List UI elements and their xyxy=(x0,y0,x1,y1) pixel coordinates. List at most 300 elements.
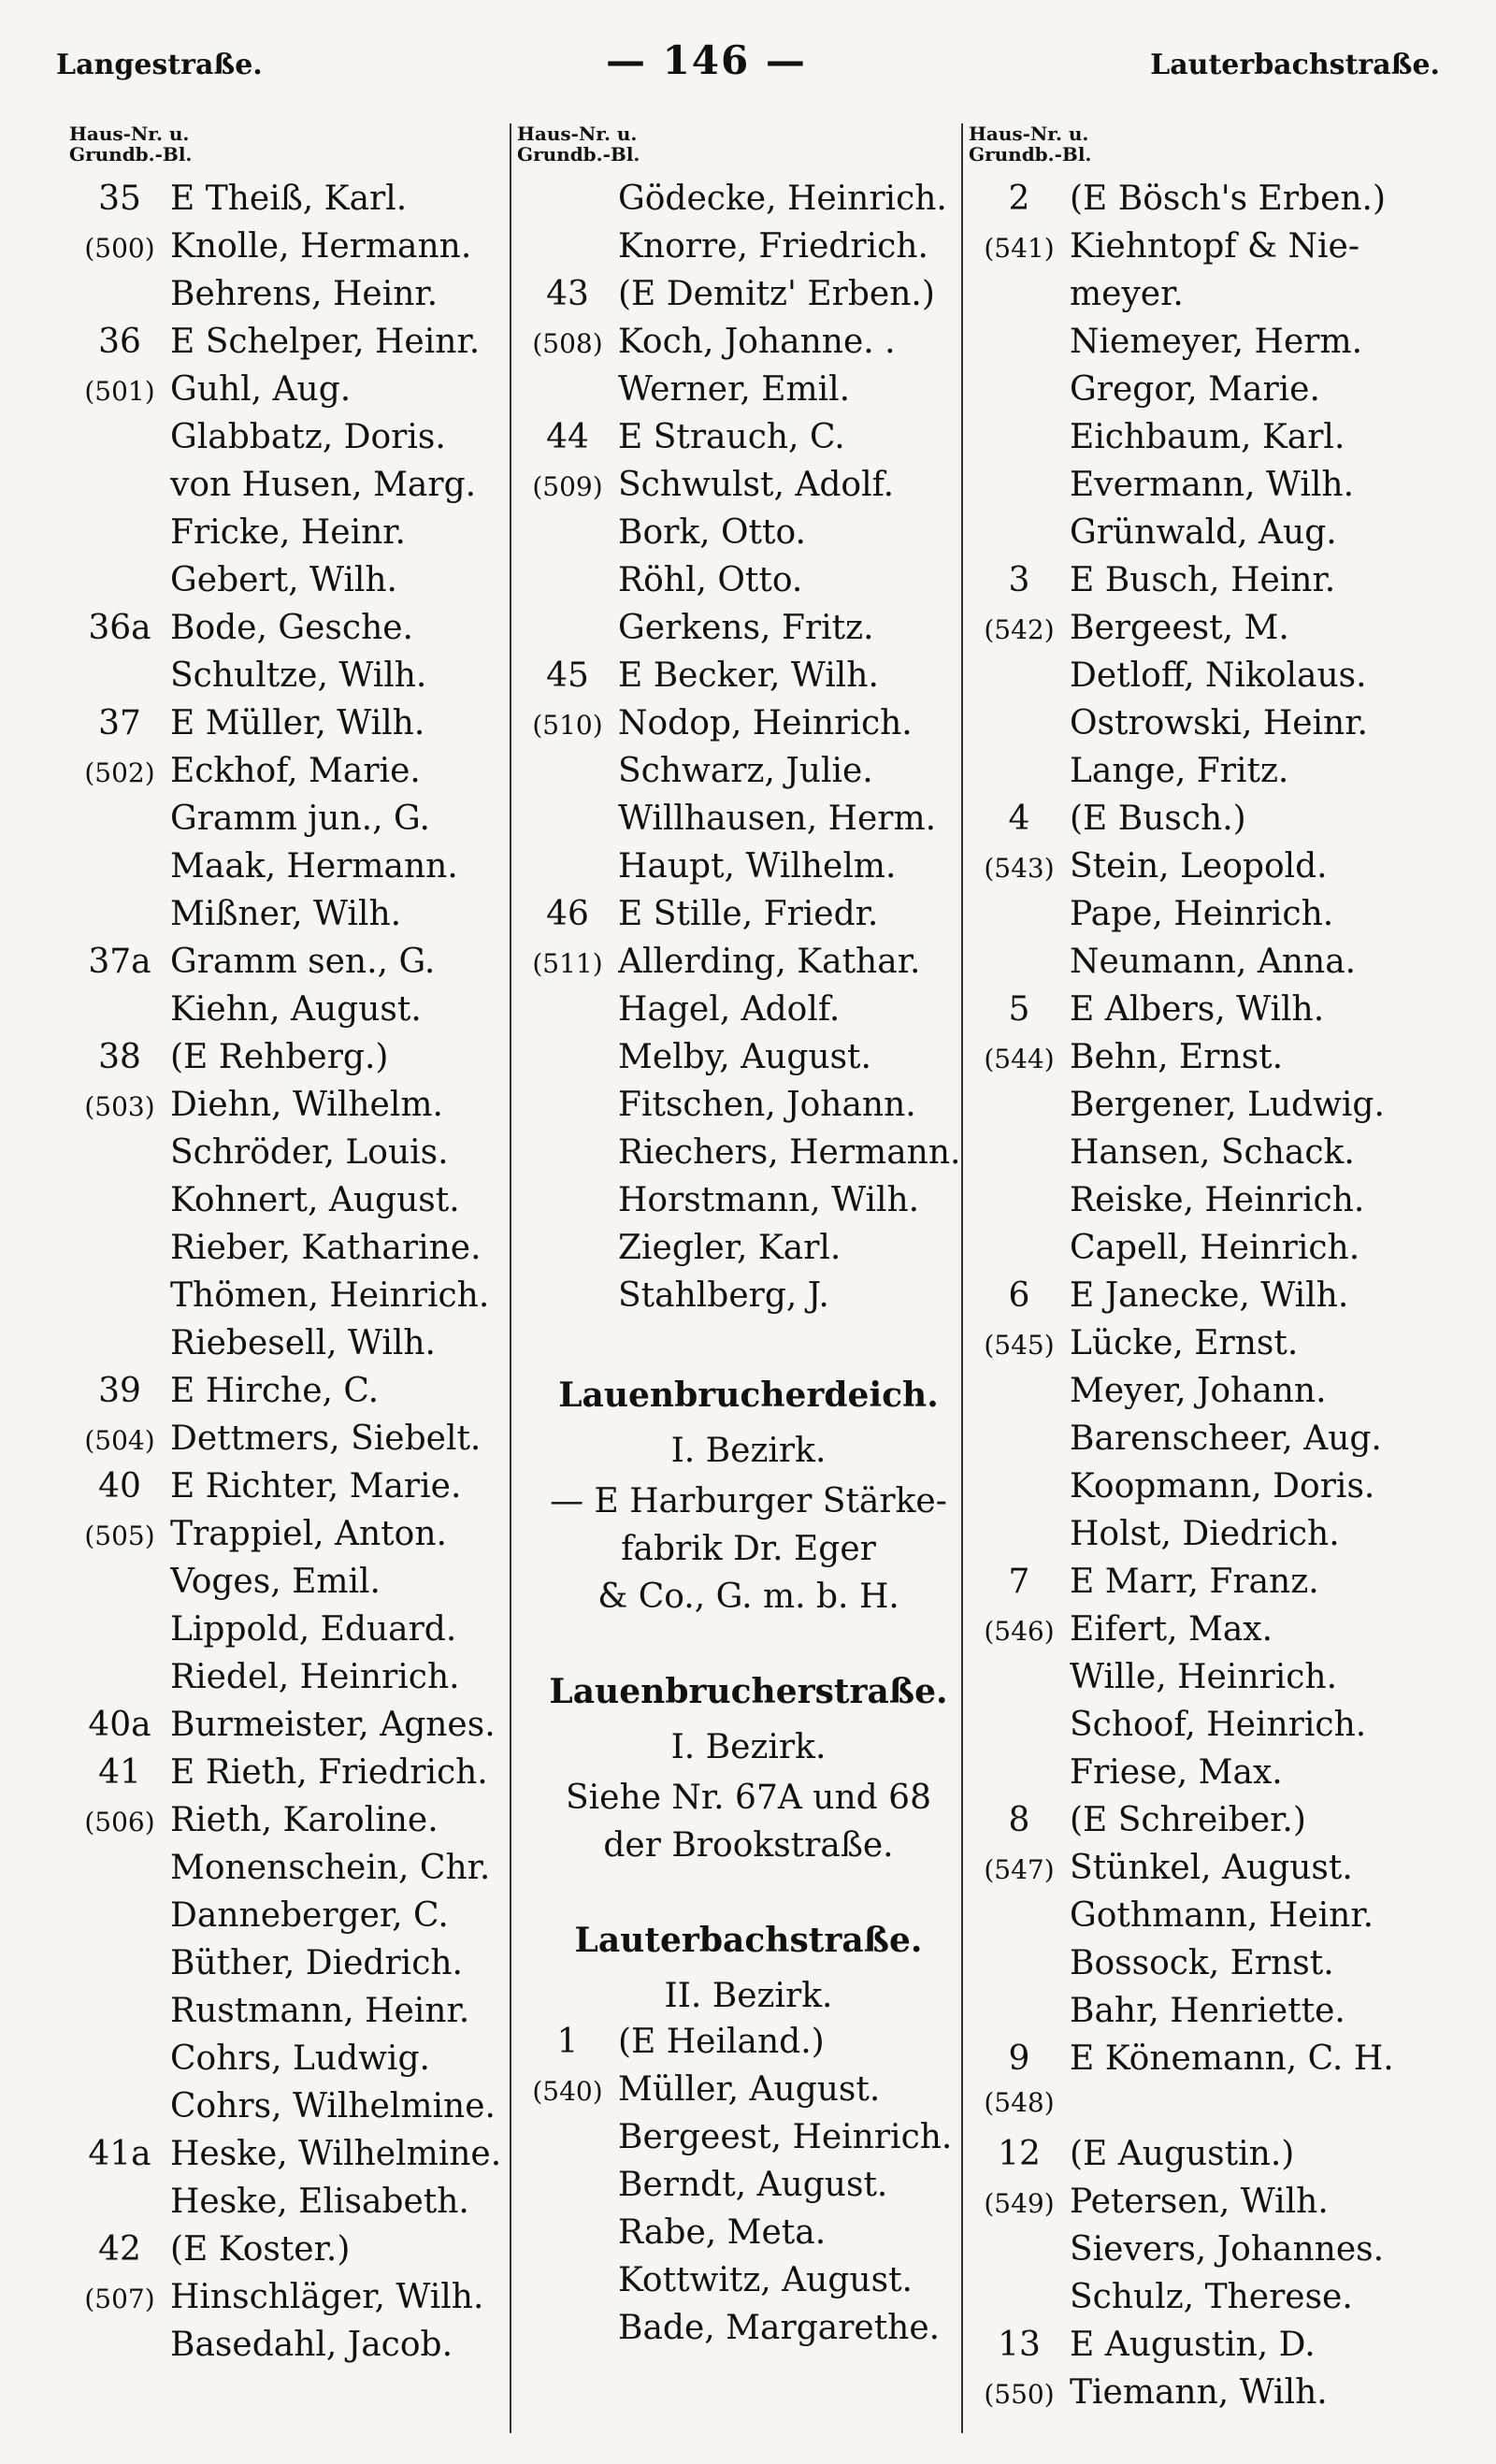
resident-name: Bode, Gesche. xyxy=(170,609,413,647)
resident-name: (E Schreiber.) xyxy=(1070,1801,1306,1839)
directory-entry xyxy=(69,1992,537,2039)
resident-name: Melby, August. xyxy=(618,1038,871,1076)
directory-entry xyxy=(517,2309,980,2356)
resident-name: Lange, Fritz. xyxy=(1070,752,1289,790)
directory-entry xyxy=(969,561,1441,609)
resident-name: Stein, Leopold. xyxy=(1070,847,1328,886)
resident-name: Ostrowski, Heinr. xyxy=(1070,704,1368,742)
directory-entry xyxy=(69,2039,537,2087)
resident-name: Fitschen, Johann. xyxy=(618,1086,916,1124)
resident-name: Riebesell, Wilh. xyxy=(170,1324,436,1362)
column-1 xyxy=(69,123,537,2433)
resident-name: Pape, Heinrich. xyxy=(1070,895,1334,933)
resident-name: Kohnert, August. xyxy=(170,1181,460,1219)
resident-name: Cohrs, Wilhelmine. xyxy=(170,2087,496,2125)
resident-name: Rieber, Katharine. xyxy=(170,1229,482,1267)
resident-name: (E Bösch's Erben.) xyxy=(1070,180,1387,218)
resident-name: Evermann, Wilh. xyxy=(1070,466,1355,504)
column-header-line1: Haus-Nr. u. xyxy=(969,122,1089,145)
resident-name: Bergeest, Heinrich. xyxy=(618,2118,953,2156)
directory-entry xyxy=(969,2183,1441,2230)
directory-entry xyxy=(69,2230,537,2278)
house-number: (504) xyxy=(84,1425,155,1456)
directory-entry xyxy=(969,2039,1441,2087)
column-2 xyxy=(510,123,980,2433)
directory-entry xyxy=(69,275,537,323)
house-number: (548) xyxy=(984,2087,1055,2118)
resident-name: Gregor, Marie. xyxy=(1070,370,1320,409)
directory-entry xyxy=(517,1276,980,1324)
directory-entry xyxy=(517,227,980,275)
directory-entry xyxy=(517,1229,980,1276)
resident-name: Schultze, Wilh. xyxy=(170,656,427,695)
directory-entry xyxy=(969,1992,1441,2039)
resident-name: Trappiel, Anton. xyxy=(170,1515,447,1553)
house-number: (505) xyxy=(84,1520,155,1551)
directory-entry xyxy=(69,1324,537,1372)
directory-entry xyxy=(69,2183,537,2230)
house-number: (501) xyxy=(84,376,155,407)
directory-entry xyxy=(69,1610,537,1658)
resident-name: Rabe, Meta. xyxy=(618,2213,827,2252)
directory-entry xyxy=(969,1610,1441,1658)
resident-name: Barenscheer, Aug. xyxy=(1070,1419,1382,1458)
house-number: (547) xyxy=(984,1854,1055,1885)
directory-entry xyxy=(969,418,1441,466)
resident-name: Gerkens, Fritz. xyxy=(618,609,874,647)
resident-name: Büther, Diedrich. xyxy=(170,1944,463,1982)
house-number: 1 xyxy=(556,2023,579,2061)
directory-entry xyxy=(517,752,980,800)
directory-entry xyxy=(69,2135,537,2183)
directory-entry xyxy=(517,609,980,656)
resident-name: Berndt, August. xyxy=(618,2166,888,2204)
directory-entry xyxy=(969,1276,1441,1324)
resident-name: Lücke, Ernst. xyxy=(1070,1324,1299,1362)
resident-name: Haupt, Wilhelm. xyxy=(618,847,897,886)
house-number: (506) xyxy=(84,1807,155,1837)
resident-name: Riedel, Heinrich. xyxy=(170,1658,460,1696)
resident-name: Schoof, Heinrich. xyxy=(1070,1706,1367,1744)
directory-entry xyxy=(69,2087,537,2135)
house-number: 40a xyxy=(88,1706,151,1744)
page-number: — 146 — xyxy=(605,37,807,83)
house-number: 46 xyxy=(546,895,589,933)
resident-name: E Busch, Heinr. xyxy=(1070,561,1336,599)
directory-entry xyxy=(517,466,980,513)
house-number: (507) xyxy=(84,2284,155,2314)
resident-name: Koch, Johanne. . xyxy=(618,323,896,361)
directory-entry xyxy=(517,800,980,847)
house-number: (511) xyxy=(532,948,603,979)
directory-entry xyxy=(69,1515,537,1563)
directory-entry xyxy=(69,752,537,800)
directory-entry xyxy=(517,895,980,943)
resident-name: Stünkel, August. xyxy=(1070,1849,1353,1887)
resident-name: Capell, Heinrich. xyxy=(1070,1229,1360,1267)
directory-entry xyxy=(69,1229,537,1276)
directory-entry xyxy=(969,227,1441,275)
directory-entry xyxy=(969,323,1441,370)
directory-entry xyxy=(69,895,537,943)
resident-name: Rieth, Karoline. xyxy=(170,1801,439,1839)
directory-entry xyxy=(69,704,537,752)
house-number: 12 xyxy=(998,2135,1041,2173)
resident-name: Werner, Emil. xyxy=(618,370,851,409)
directory-entry xyxy=(969,1324,1441,1372)
column-header xyxy=(69,123,537,180)
directory-entry xyxy=(517,513,980,561)
resident-name: Bork, Otto. xyxy=(618,513,806,552)
directory-entry xyxy=(69,1419,537,1467)
directory-entry xyxy=(969,1133,1441,1181)
resident-name: Diehn, Wilhelm. xyxy=(170,1086,443,1124)
spacer xyxy=(517,1869,980,1910)
resident-name: Behrens, Heinr. xyxy=(170,275,439,313)
resident-name: Ziegler, Karl. xyxy=(618,1229,842,1267)
directory-entry xyxy=(517,656,980,704)
directory-entry xyxy=(69,561,537,609)
resident-name: E Schelper, Heinr. xyxy=(170,323,481,361)
directory-entry xyxy=(517,847,980,895)
directory-entry xyxy=(517,1181,980,1229)
house-number: 41 xyxy=(98,1753,141,1792)
resident-name: E Stille, Friedr. xyxy=(618,895,879,933)
house-number: (545) xyxy=(984,1330,1055,1361)
resident-name: Bahr, Henriette. xyxy=(1070,1992,1345,2030)
resident-name: Gebert, Wilh. xyxy=(170,561,397,599)
resident-name: Niemeyer, Herm. xyxy=(1070,323,1363,361)
directory-entry xyxy=(969,847,1441,895)
resident-name: Gödecke, Heinrich. xyxy=(618,180,947,218)
house-number: 37a xyxy=(88,943,151,981)
section-title-lauterbachstrasse: Lauterbachstraße. xyxy=(574,1921,923,1960)
directory-entry xyxy=(69,466,537,513)
house-number: (509) xyxy=(532,471,603,502)
house-number: 9 xyxy=(1008,2039,1030,2078)
house-number: 2 xyxy=(1008,180,1030,218)
directory-entry xyxy=(69,943,537,990)
resident-name: Mißner, Wilh. xyxy=(170,895,402,933)
house-number: (508) xyxy=(532,328,603,359)
directory-entry xyxy=(517,561,980,609)
resident-name: Schulz, Therese. xyxy=(1070,2278,1353,2316)
resident-name: Kottwitz, August. xyxy=(618,2261,913,2299)
house-number: (550) xyxy=(984,2379,1055,2410)
directory-entry xyxy=(969,1896,1441,1944)
house-number: 8 xyxy=(1008,1801,1030,1839)
resident-name: Meyer, Johann. xyxy=(1070,1372,1327,1410)
resident-name: (E Augustin.) xyxy=(1070,2135,1295,2173)
directory-entry xyxy=(969,2230,1441,2278)
resident-name: E Müller, Wilh. xyxy=(170,704,425,742)
column-header-line1: Haus-Nr. u. xyxy=(517,122,638,145)
house-number: 42 xyxy=(98,2230,141,2269)
resident-name: Gramm jun., G. xyxy=(170,800,430,838)
resident-name: E Theiß, Karl. xyxy=(170,180,408,218)
directory-entry xyxy=(969,1419,1441,1467)
column-header-line2: Grundb.-Bl. xyxy=(517,143,640,166)
house-number: (502) xyxy=(84,757,155,788)
directory-entry xyxy=(69,323,537,370)
directory-entry xyxy=(69,180,537,227)
column-header xyxy=(517,123,980,180)
column-3 xyxy=(961,123,1441,2433)
resident-name: Horstmann, Wilh. xyxy=(618,1181,920,1219)
section-title-lauenbrucherstrasse: Lauenbrucherstraße. xyxy=(549,1672,948,1711)
resident-name: Kiehntopf & Nie- xyxy=(1070,227,1360,266)
house-number: 37 xyxy=(98,704,141,742)
resident-name: Basedahl, Jacob. xyxy=(170,2326,453,2364)
section-note: der Brookstraße. xyxy=(603,1826,894,1865)
resident-name: E Albers, Wilh. xyxy=(1070,990,1325,1029)
house-number: (546) xyxy=(984,1616,1055,1647)
directory-entry xyxy=(969,2278,1441,2326)
house-number: 44 xyxy=(546,418,589,456)
directory-entry xyxy=(969,1753,1441,1801)
resident-name: Friese, Max. xyxy=(1070,1753,1283,1792)
resident-name: Monenschein, Chr. xyxy=(170,1849,491,1887)
resident-name: E Marr, Franz. xyxy=(1070,1563,1319,1601)
house-number: 43 xyxy=(546,275,589,313)
directory-entry xyxy=(69,1801,537,1849)
resident-name: (E Busch.) xyxy=(1070,800,1246,838)
house-number: (500) xyxy=(84,233,155,264)
house-number: 7 xyxy=(1008,1563,1030,1601)
directory-entry xyxy=(969,704,1441,752)
house-number: (510) xyxy=(532,710,603,741)
resident-name: (E Rehberg.) xyxy=(170,1038,389,1076)
house-number: (544) xyxy=(984,1044,1055,1074)
directory-entry xyxy=(969,656,1441,704)
directory-entry xyxy=(517,275,980,323)
house-number: 35 xyxy=(98,180,141,218)
resident-name: Knorre, Friedrich. xyxy=(618,227,928,266)
column-header-line2: Grundb.-Bl. xyxy=(969,143,1092,166)
resident-name: Schwarz, Julie. xyxy=(618,752,873,790)
directory-entry xyxy=(69,656,537,704)
resident-name: Rustmann, Heinr. xyxy=(170,1992,470,2030)
directory-entry xyxy=(969,2373,1441,2421)
directory-entry xyxy=(69,1372,537,1419)
resident-name: Hansen, Schack. xyxy=(1070,1133,1355,1172)
resident-name: Knolle, Hermann. xyxy=(170,227,472,266)
resident-name: Gothmann, Heinr. xyxy=(1070,1896,1374,1935)
resident-name: Burmeister, Agnes. xyxy=(170,1706,496,1744)
resident-name: Dettmers, Siebelt. xyxy=(170,1419,482,1458)
directory-entry xyxy=(969,609,1441,656)
resident-name: Eckhof, Marie. xyxy=(170,752,421,790)
resident-name: meyer. xyxy=(1070,275,1184,313)
directory-entry xyxy=(517,323,980,370)
directory-entry xyxy=(69,1849,537,1896)
resident-name: Detloff, Nikolaus. xyxy=(1070,656,1367,695)
resident-name: Kiehn, August. xyxy=(170,990,422,1029)
resident-name: Heske, Elisabeth. xyxy=(170,2183,469,2221)
directory-entry xyxy=(69,990,537,1038)
directory-entry xyxy=(969,1801,1441,1849)
directory-entry xyxy=(969,1515,1441,1563)
directory-entry xyxy=(517,704,980,752)
column-header-line2: Grundb.-Bl. xyxy=(69,143,193,166)
resident-name: Stahlberg, J. xyxy=(618,1276,829,1315)
directory-entry xyxy=(517,2261,980,2309)
house-number: 38 xyxy=(98,1038,141,1076)
house-number: (541) xyxy=(984,233,1055,264)
resident-name: Behn, Ernst. xyxy=(1070,1038,1284,1076)
house-number: 13 xyxy=(998,2326,1041,2364)
directory-entry xyxy=(969,1086,1441,1133)
house-number: 36 xyxy=(98,323,141,361)
resident-name: (E Heiland.) xyxy=(618,2023,825,2061)
directory-entry xyxy=(969,1181,1441,1229)
directory-entry xyxy=(969,370,1441,418)
directory-entry xyxy=(69,1753,537,1801)
resident-name: Schwulst, Adolf. xyxy=(618,466,895,504)
directory-entry xyxy=(517,418,980,466)
directory-entry xyxy=(969,466,1441,513)
house-number: 41a xyxy=(88,2135,151,2173)
section-note: Siehe Nr. 67A und 68 xyxy=(566,1779,931,1817)
resident-name: Cohrs, Ludwig. xyxy=(170,2039,430,2078)
section-note: — E Harburger Stärke- xyxy=(550,1482,947,1520)
directory-entry xyxy=(969,1706,1441,1753)
resident-name: Bade, Margarethe. xyxy=(618,2309,941,2347)
resident-name: Maak, Hermann. xyxy=(170,847,458,886)
directory-entry xyxy=(69,370,537,418)
directory-entry xyxy=(969,990,1441,1038)
directory-entry xyxy=(69,609,537,656)
directory-entry xyxy=(517,370,980,418)
resident-name: Petersen, Wilh. xyxy=(1070,2183,1329,2221)
resident-name: Nodop, Heinrich. xyxy=(618,704,913,742)
resident-name: (E Koster.) xyxy=(170,2230,351,2269)
directory-entry xyxy=(969,1563,1441,1610)
entry-list xyxy=(969,180,1441,2421)
resident-name: Eifert, Max. xyxy=(1070,1610,1273,1649)
column-header-line1: Haus-Nr. u. xyxy=(69,122,190,145)
spacer xyxy=(517,1621,980,1662)
resident-name: Hagel, Adolf. xyxy=(618,990,841,1029)
resident-name: Willhausen, Herm. xyxy=(618,800,937,838)
directory-entry xyxy=(517,1133,980,1181)
entry-list xyxy=(517,180,980,1324)
resident-name: Holst, Diedrich. xyxy=(1070,1515,1340,1553)
directory-entry xyxy=(969,752,1441,800)
resident-name: Bergeest, M. xyxy=(1070,609,1289,647)
resident-name: Neumann, Anna. xyxy=(1070,943,1357,981)
resident-name: Röhl, Otto. xyxy=(618,561,803,599)
directory-entry xyxy=(969,2326,1441,2373)
directory-entry xyxy=(969,513,1441,561)
spacer xyxy=(517,1324,980,1365)
district-label: I. Bezirk. xyxy=(670,1432,827,1470)
directory-entry xyxy=(969,895,1441,943)
page-header xyxy=(56,37,1440,94)
directory-entry xyxy=(517,1038,980,1086)
directory-entry xyxy=(517,1086,980,1133)
directory-entry xyxy=(517,2166,980,2213)
running-head-right: Lauterbachstraße. xyxy=(1150,49,1440,81)
resident-name: Müller, August. xyxy=(618,2070,881,2109)
directory-entry xyxy=(517,990,980,1038)
resident-name: Tiemann, Wilh. xyxy=(1070,2373,1328,2412)
resident-name: Thömen, Heinrich. xyxy=(170,1276,490,1315)
resident-name: E Hirche, C. xyxy=(170,1372,380,1410)
directory-entry xyxy=(969,943,1441,990)
directory-entry xyxy=(69,1181,537,1229)
house-number: 39 xyxy=(98,1372,141,1410)
resident-name: Bossock, Ernst. xyxy=(1070,1944,1334,1982)
directory-entry xyxy=(69,2326,537,2373)
resident-name: E Augustin, D. xyxy=(1070,2326,1316,2364)
house-number: (503) xyxy=(84,1091,155,1122)
directory-entry xyxy=(969,1038,1441,1086)
directory-entry xyxy=(69,800,537,847)
house-number: 3 xyxy=(1008,561,1030,599)
resident-name: Voges, Emil. xyxy=(170,1563,381,1601)
directory-entry xyxy=(517,2023,980,2070)
directory-entry xyxy=(69,418,537,466)
house-number: (542) xyxy=(984,614,1055,645)
directory-entry xyxy=(69,1086,537,1133)
resident-name: Danneberger, C. xyxy=(170,1896,449,1935)
directory-entry xyxy=(969,1372,1441,1419)
resident-name: Grünwald, Aug. xyxy=(1070,513,1337,552)
resident-name: Koopmann, Doris. xyxy=(1070,1467,1375,1506)
directory-entry xyxy=(69,1658,537,1706)
resident-name: E Becker, Wilh. xyxy=(618,656,879,695)
section-note: fabrik Dr. Eger xyxy=(621,1530,876,1568)
directory-entry xyxy=(69,1896,537,1944)
resident-name: Bergener, Ludwig. xyxy=(1070,1086,1385,1124)
district-label: II. Bezirk. xyxy=(664,1977,833,2015)
directory-entry xyxy=(969,180,1441,227)
directory-entry xyxy=(69,2278,537,2326)
directory-entry xyxy=(69,1038,537,1086)
resident-name: Allerding, Kathar. xyxy=(618,943,921,981)
directory-entry xyxy=(517,2213,980,2261)
resident-name: von Husen, Marg. xyxy=(170,466,477,504)
resident-name: Riechers, Hermann. xyxy=(618,1133,961,1172)
directory-entry xyxy=(517,180,980,227)
resident-name: (E Demitz' Erben.) xyxy=(618,275,935,313)
column-header xyxy=(969,123,1441,180)
directory-entry xyxy=(69,1133,537,1181)
house-number: 5 xyxy=(1008,990,1030,1029)
directory-entry xyxy=(969,1944,1441,1992)
house-number: 40 xyxy=(98,1467,141,1506)
house-number: (549) xyxy=(984,2188,1055,2219)
resident-name: Wille, Heinrich. xyxy=(1070,1658,1338,1696)
directory-entry xyxy=(69,1944,537,1992)
house-number: 45 xyxy=(546,656,589,695)
resident-name: Schröder, Louis. xyxy=(170,1133,449,1172)
directory-entry xyxy=(69,1467,537,1515)
section-title-lauenbrucherdeich: Lauenbrucherdeich. xyxy=(558,1376,939,1415)
resident-name: Heske, Wilhelmine. xyxy=(170,2135,502,2173)
entry-list xyxy=(517,2023,980,2356)
resident-name: E Könemann, C. H. xyxy=(1070,2039,1394,2078)
directory-entry xyxy=(517,2070,980,2118)
resident-name: E Strauch, C. xyxy=(618,418,845,456)
resident-name: Eichbaum, Karl. xyxy=(1070,418,1345,456)
section-note: & Co., G. m. b. H. xyxy=(597,1578,899,1616)
resident-name: E Richter, Marie. xyxy=(170,1467,462,1506)
directory-entry xyxy=(517,943,980,990)
resident-name: Hinschläger, Wilh. xyxy=(170,2278,484,2316)
directory-entry xyxy=(969,2135,1441,2183)
